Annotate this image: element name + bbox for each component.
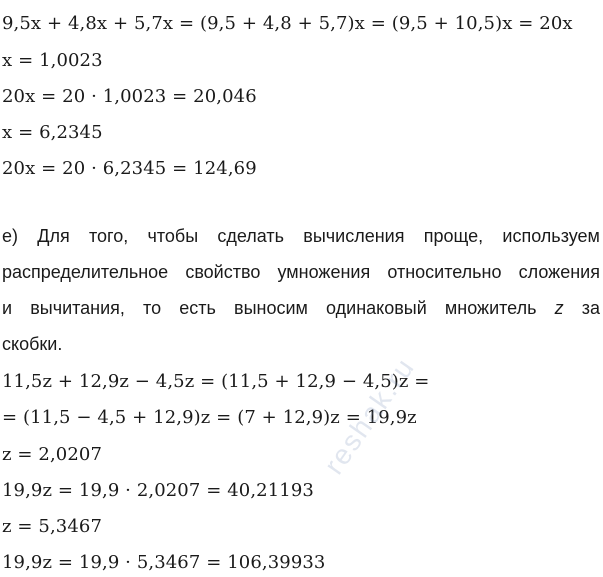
- word: есть: [179, 298, 216, 318]
- equation-line-1: 9,5x + 4,8x + 5,7x = (9,5 + 4,8 + 5,7)x = (9,5 + 10,5)x = 20x: [2, 13, 573, 34]
- paragraph-line-1: [2, 226, 600, 246]
- equation-line-4: x = 6,2345: [2, 122, 103, 143]
- watermark: reshak.ru: [318, 351, 421, 480]
- word: сложения: [518, 262, 600, 282]
- paragraph-line-2: [2, 262, 600, 282]
- word: чтобы: [147, 226, 199, 246]
- word: вычитания,: [30, 298, 125, 318]
- equation-line-6: 11,5z + 12,9z − 4,5z = (11,5 + 12,9 − 4,5)z =: [2, 371, 430, 392]
- word: то: [143, 298, 162, 318]
- equation-line-11: 19,9z = 19,9 · 5,3467 = 106,39933: [2, 552, 326, 573]
- equation-line-3: 20x = 20 · 1,0023 = 20,046: [2, 86, 257, 107]
- equation-line-8: z = 2,0207: [2, 444, 102, 465]
- word: и: [2, 298, 13, 318]
- word: вычисления: [303, 226, 405, 246]
- word: множитель: [444, 298, 537, 318]
- word: того,: [88, 226, 129, 246]
- word: за: [581, 298, 600, 318]
- word: используем: [502, 226, 600, 246]
- word: е): [2, 226, 19, 246]
- word: распределительное: [2, 262, 169, 282]
- word: свойство: [185, 262, 261, 282]
- word: сделать: [217, 226, 285, 246]
- equation-line-5: 20x = 20 · 6,2345 = 124,69: [2, 158, 257, 179]
- word: относительно: [387, 262, 502, 282]
- word: проще,: [423, 226, 484, 246]
- word: одинаковый: [326, 298, 427, 318]
- word: Для: [37, 226, 70, 246]
- word: умножения: [277, 262, 371, 282]
- equation-line-7: = (11,5 − 4,5 + 12,9)z = (7 + 12,9)z = 19,9z: [2, 407, 417, 428]
- paragraph-line-4: скобки.: [2, 334, 63, 354]
- equation-line-10: z = 5,3467: [2, 516, 102, 537]
- equation-line-2: x = 1,0023: [2, 50, 103, 71]
- word: выносим: [234, 298, 308, 318]
- equation-line-9: 19,9z = 19,9 · 2,0207 = 40,21193: [2, 480, 314, 501]
- paragraph-line-3: [2, 298, 600, 318]
- variable-z: z: [554, 298, 564, 318]
